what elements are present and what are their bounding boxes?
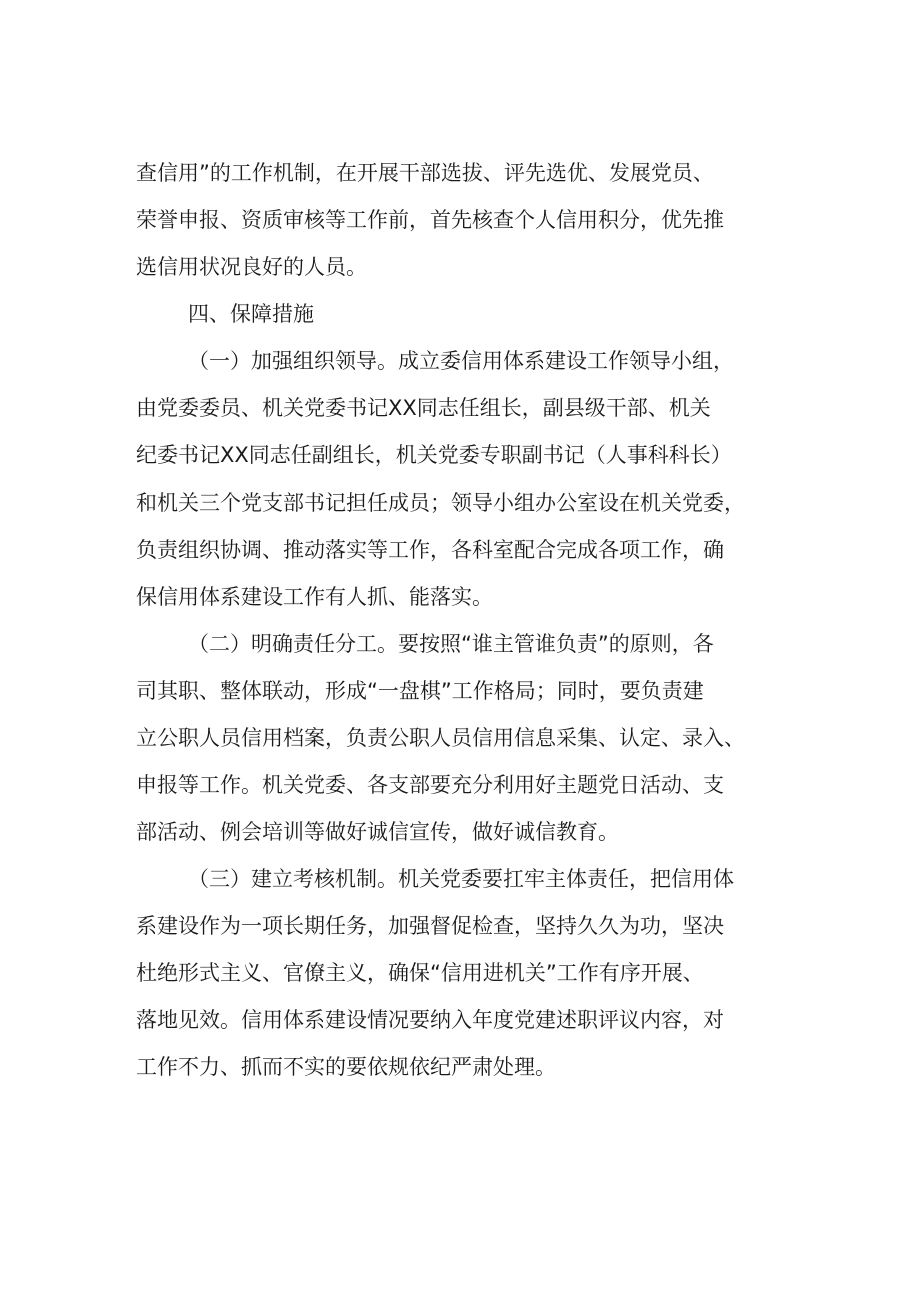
- text-line: 选信用状况良好的人员。: [136, 255, 367, 279]
- text-line: 荣誉申报、资质审核等工作前，首先核查个人信用积分，优先推: [136, 208, 724, 232]
- text-line: （二）明确责任分工。要按照“谁主管谁负责”的原则，各: [188, 632, 714, 656]
- text-line: 系建设作为一项长期任务，加强督促检查，坚持久久为功，坚决: [136, 914, 724, 938]
- text-line: 工作不力、抓而不实的要依规依纪严肃处理。: [136, 1055, 556, 1079]
- text-line: 保信用体系建设工作有人抓、能落实。: [136, 585, 493, 609]
- text-line: 部活动、例会培训等做好诚信宣传，做好诚信教育。: [136, 820, 619, 844]
- text-line: 查信用”的工作机制，在开展干部选拔、评先选优、发展党员、: [136, 161, 714, 185]
- text-line: 杜绝形式主义、官僚主义，确保“信用进机关”工作有序开展、: [136, 961, 704, 985]
- text-line: 申报等工作。机关党委、各支部要充分利用好主题党日活动、支: [136, 773, 724, 797]
- text-line: 纪委书记XX同志任副组长，机关党委专职副书记（人事科科长）: [136, 443, 732, 467]
- text-line: （三）建立考核机制。机关党委要扛牢主体责任，把信用体: [188, 867, 734, 891]
- text-line: 负责组织协调、推动落实等工作，各科室配合完成各项工作，确: [136, 538, 724, 562]
- text-line: 和机关三个党支部书记担任成员；领导小组办公室设在机关党委，: [136, 491, 745, 515]
- text-line: 司其职、整体联动，形成“一盘棋”工作格局；同时，要负责建: [136, 679, 704, 703]
- section-heading: 四、保障措施: [188, 302, 314, 326]
- text-line: 立公职人员信用档案，负责公职人员信用信息采集、认定、录入、: [136, 726, 745, 750]
- text-line: 由党委委员、机关党委书记XX同志任组长，副县级干部、机关: [136, 396, 711, 420]
- text-line: （一）加强组织领导。成立委信用体系建设工作领导小组，: [188, 349, 734, 373]
- text-line: 落地见效。信用体系建设情况要纳入年度党建述职评议内容，对: [136, 1008, 724, 1032]
